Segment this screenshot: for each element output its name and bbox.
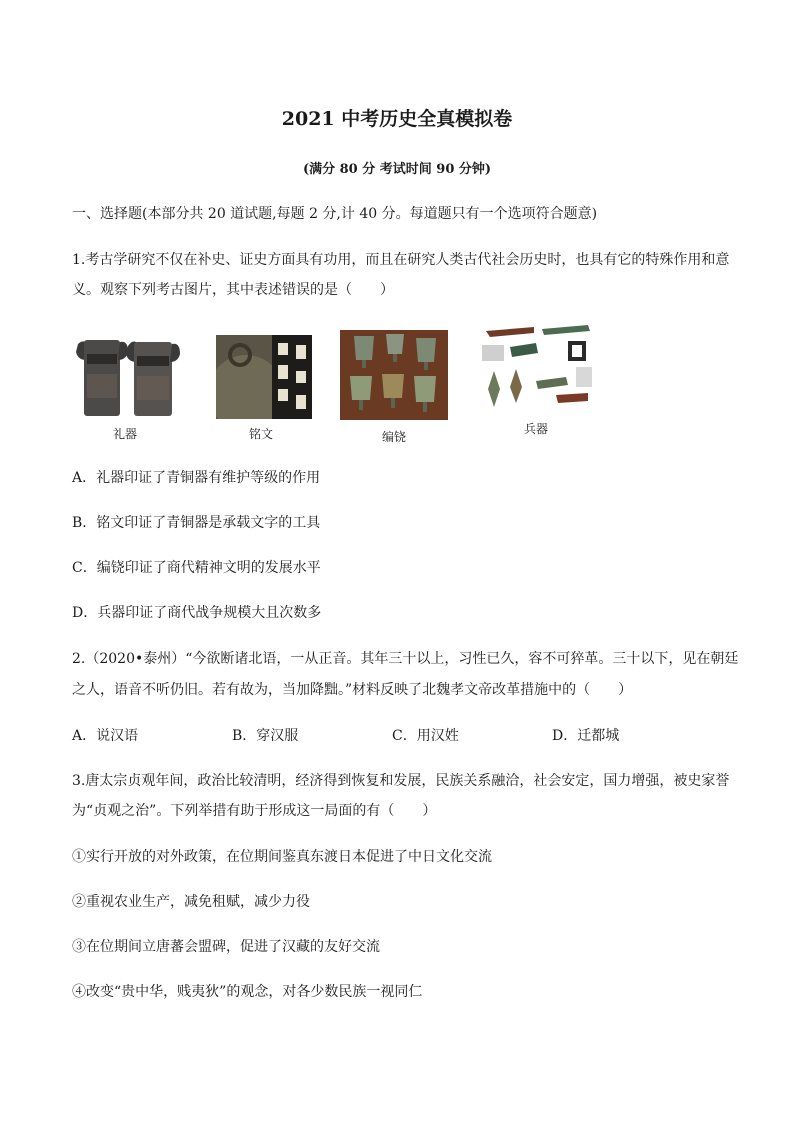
caption-inscription: 铭文 bbox=[249, 427, 274, 441]
bronze-vessels-photo bbox=[72, 334, 182, 418]
bronze-weapons-photo bbox=[476, 323, 596, 415]
question-3-line-1: 3.唐太宗贞观年间，政治比较清明，经济得到恢复和发展，民族关系融洽，社会安定，国力增强，被史家誉 bbox=[72, 773, 730, 789]
question-2-line-1: 2.（2020•泰州）“今欲断诸北语，一从正音。其年三十以上，习性已久，容不可猝革。三十以下，见在朝廷 bbox=[72, 651, 739, 667]
question-1-option-a[interactable]: A．礼器印证了青铜器有维护等级的作用 bbox=[72, 470, 321, 486]
question-1-line-2: 义。观察下列考古图片，其中表述错误的是（ ） bbox=[72, 282, 394, 298]
caption-weapons: 兵器 bbox=[524, 422, 549, 436]
question-2-option-d[interactable]: D．迁都城 bbox=[552, 728, 620, 744]
question-3-line-2: 为“贞观之治”。下列举措有助于形成这一局面的有（ ） bbox=[72, 803, 437, 819]
page-subtitle: (满分 80 分 考试时间 90 分钟) bbox=[302, 162, 492, 177]
question-1-option-c[interactable]: C．编铙印证了商代精神文明的发展水平 bbox=[72, 560, 321, 576]
caption-bells: 编铙 bbox=[382, 430, 407, 444]
section-heading: 一、选择题(本部分共 20 道试题,每题 2 分,计 40 分。每道题只有一个选项符合题意) bbox=[72, 206, 598, 222]
question-3-item-1: ①实行开放的对外政策，在位期间鉴真东渡日本促进了中日文化交流 bbox=[72, 849, 492, 865]
page-title: 2021 中考历史全真模拟卷 bbox=[281, 108, 513, 130]
question-3-item-4: ④改变“贵中华，贱夷狄”的观念，对各少数民族一视同仁 bbox=[72, 984, 423, 1000]
question-2-option-a[interactable]: A．说汉语 bbox=[72, 728, 139, 744]
question-2-option-c[interactable]: C．用汉姓 bbox=[392, 728, 459, 744]
bronze-inscription-photo bbox=[216, 335, 312, 419]
question-1-option-b[interactable]: B．铭文印证了青铜器是承载文字的工具 bbox=[72, 515, 321, 531]
question-2-option-b[interactable]: B．穿汉服 bbox=[232, 728, 299, 744]
question-3-item-2: ②重视农业生产，减免租赋，减少力役 bbox=[72, 894, 310, 910]
question-1-line-1: 1.考古学研究不仅在补史、证史方面具有功用，而且在研究人类古代社会历史时，也具有它的特殊作用和意 bbox=[72, 252, 730, 268]
bronze-bells-photo bbox=[340, 330, 448, 420]
question-3-item-3: ③在位期间立唐蕃会盟碑，促进了汉藏的友好交流 bbox=[72, 939, 380, 955]
question-1-option-d[interactable]: D．兵器印证了商代战争规模大且次数多 bbox=[72, 605, 322, 621]
question-2-line-2: 之人，语音不听仍旧。若有故为，当加降黜。”材料反映了北魏孝文帝改革措施中的（ ） bbox=[72, 682, 633, 698]
caption-ritual-vessels: 礼器 bbox=[113, 427, 138, 441]
